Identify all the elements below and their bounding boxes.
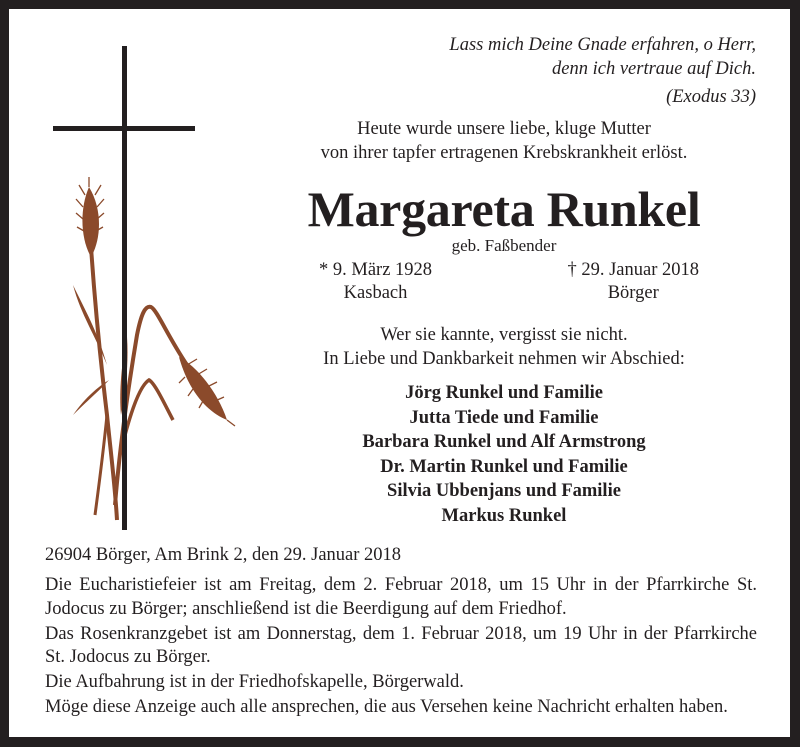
mourner: Dr. Martin Runkel und Familie — [380, 456, 628, 477]
birth-date: * 9. März 1928 — [319, 260, 433, 280]
death-place: Börger — [607, 283, 659, 303]
birth-name: geb. Faßbender — [451, 236, 557, 255]
farewell-line: Wer sie kannte, vergisst sie nicht. — [380, 325, 628, 345]
death-date: † 29. Januar 2018 — [567, 260, 699, 280]
life-dates — [319, 259, 699, 305]
service-notes — [45, 574, 757, 721]
cross-with-wheat-icon — [37, 35, 257, 535]
obituary-card — [9, 9, 790, 737]
mourner: Markus Runkel — [441, 505, 567, 526]
note-paragraph: Das Rosenkranzgebet ist am Donnerstag, dem 1. Februar 2018, um 19 Uhr in der Pfarrkirche St. Jodocus zu Börger. — [45, 623, 757, 667]
mourner: Barbara Runkel und Alf Armstrong — [362, 432, 646, 452]
mourners-list — [269, 381, 739, 528]
intro-text — [269, 117, 739, 165]
deceased-name: Margareta Runkel — [307, 181, 701, 237]
death-info — [567, 259, 699, 305]
birth-place: Kasbach — [343, 283, 408, 303]
note-paragraph: Möge diese Anzeige auch alle ansprechen, die aus Versehen keine Nachricht erhalten haben. — [45, 697, 728, 717]
mourner: Silvia Ubbenjans und Familie — [387, 481, 621, 501]
note-paragraph: Die Aufbahrung ist in der Friedhofskapelle, Börgerwald. — [45, 672, 464, 692]
intro-line: von ihrer tapfer ertragenen Krebskrankheit erlöst. — [320, 143, 688, 163]
mourner: Jutta Tiede und Familie — [409, 407, 599, 428]
wheat-icon — [73, 177, 235, 520]
intro-line: Heute wurde unsere liebe, kluge Mutter — [357, 119, 651, 139]
farewell-line: In Liebe und Dankbarkeit nehmen wir Abschied: — [323, 349, 685, 369]
note-paragraph: Die Eucharistiefeier ist am Freitag, dem 2. Februar 2018, um 15 Uhr in der Pfarrkirche St. Jodocus zu Börger; anschließend ist die Beerdigung auf dem Friedhof. — [45, 575, 757, 619]
verse-line: Lass mich Deine Gnade erfahren, o Herr, — [449, 35, 756, 55]
birth-info — [319, 259, 432, 305]
place-and-date: 26904 Börger, Am Brink 2, den 29. Januar 2018 — [45, 545, 402, 565]
farewell-text — [269, 323, 739, 371]
verse-reference: (Exodus 33) — [666, 87, 756, 107]
mourner: Jörg Runkel und Familie — [405, 383, 603, 403]
bible-verse — [449, 33, 756, 109]
verse-line: denn ich vertraue auf Dich. — [552, 59, 756, 79]
